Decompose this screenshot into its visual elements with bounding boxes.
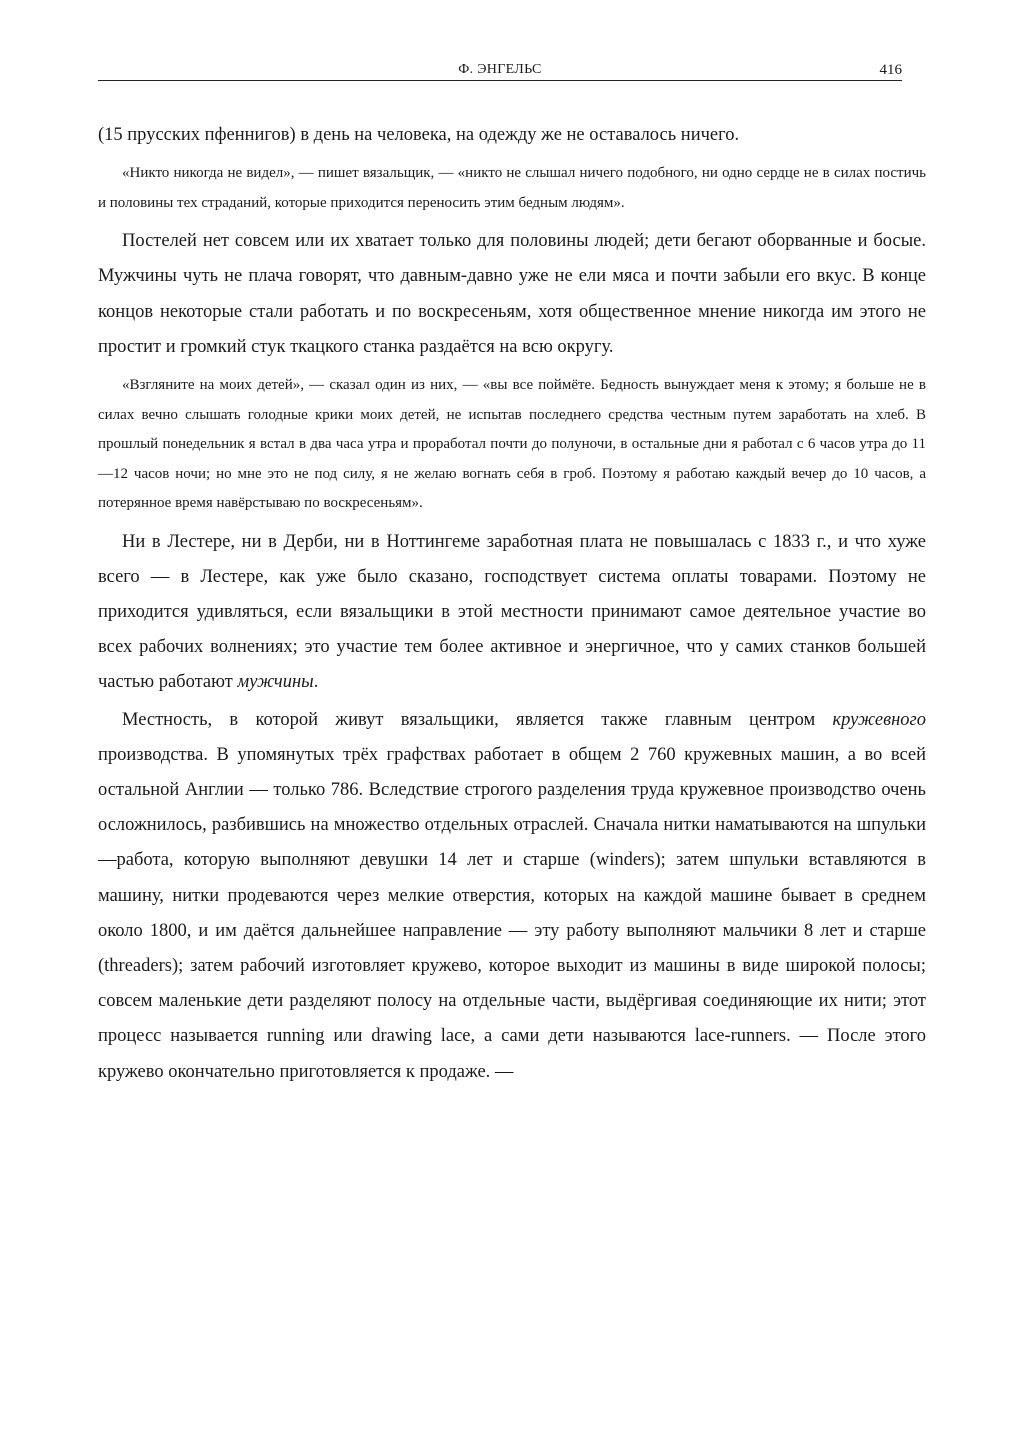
- paragraph-lace-text: производства. В упомянутых трёх графствах работает в общем 2 760 кружевных машин, а во всей остальной Англии — только 786. Вследствие строгого разделения труда кружевное производство очень осложнилось, разбившись на множество отдельных отраслей. Сначала нитки наматываются на шпульки—работа, которую выполняют девушки 14 лет и старше (winders); затем шпульки вставляются в машину, нитки продеваются через мелкие отверстия, которых на каждой машине бывает в среднем около 1800, и им даётся дальнейшее направление — эту работу выполняют мальчики 8 лет и старше (threaders); затем рабочий изготовляет кружево, которое выходит из машины в виде широкой полосы; совсем маленькие дети разделяют полосу на отдельные части, выдёргивая соединяющие их нити; этот процесс называется running или drawing lace, а сами дети называются lace-runners. — После этого кружево окончательно приготовляется к продаже. —: [98, 744, 926, 1082]
- emphasis-lace: кружевного: [832, 709, 926, 730]
- body-text: [98, 118, 926, 1090]
- emphasis-men: мужчины: [237, 672, 314, 693]
- header-title: Ф. ЭНГЕЛЬС: [458, 62, 542, 77]
- paragraph-poverty: Постелей нет совсем или их хватает только для половины людей; дети бегают оборванные и босые. Мужчины чуть не плача говорят, что давным-давно уже не ели мяса и почти забыли его вкус. В конце концов некоторые стали работать и по воскресеньям, хотя общественное мнение никогда им этого не простит и громкий стук ткацкого станка раздаётся на всю округу.: [98, 231, 926, 357]
- quotation-children: «Взгляните на моих детей», — сказал один из них, — «вы все поймёте. Бедность вынуждает меня к этому; я больше не в силах вечно слышать голодные крики моих детей, не испытав последнего средства честным путем заработать на хлеб. В прошлый понедельник я встал в два часа утра и проработал почти до полуночи, в остальные дни я работал с 6 часов утра до 11—12 часов ночи; но мне это не под силу, я не желаю вогнать себя в гроб. Поэтому я работаю каждый вечер до 10 часов, а потерянное время навёрстываю по воскресеньям».: [98, 377, 926, 512]
- paragraph-continuation: (15 прусских пфеннигов) в день на человека, на одежду же не оставалось ничего.: [98, 125, 740, 145]
- paragraph-lace-start: Местность, в которой живут вязальщики, является также главным центром: [122, 709, 833, 730]
- page-number: 416: [879, 62, 902, 78]
- paragraph-wages-end: .: [313, 672, 319, 693]
- running-header: [98, 60, 902, 81]
- paragraph-lace: [98, 703, 926, 1090]
- paragraph-wages: [98, 525, 926, 701]
- quotation-knitter: «Никто никогда не видел», — пишет вязальщик, — «никто не слышал ничего подобного, ни одно сердце не в силах постичь и половины тех страданий, которые приходится переносить этим бедным людям».: [98, 165, 926, 211]
- paragraph-wages-text: Ни в Лестере, ни в Дерби, ни в Ноттингеме заработная плата не повышалась с 1833 г., и что хуже всего — в Лестере, как уже было сказано, господствует система оплаты товарами. Поэтому не приходится удивляться, если вязальщики в этой местности принимают самое деятельное участие во всех рабочих волнениях; это участие тем более активное и энергичное, что у самих станков большей частью работают: [98, 531, 926, 693]
- document-page: [98, 0, 926, 1448]
